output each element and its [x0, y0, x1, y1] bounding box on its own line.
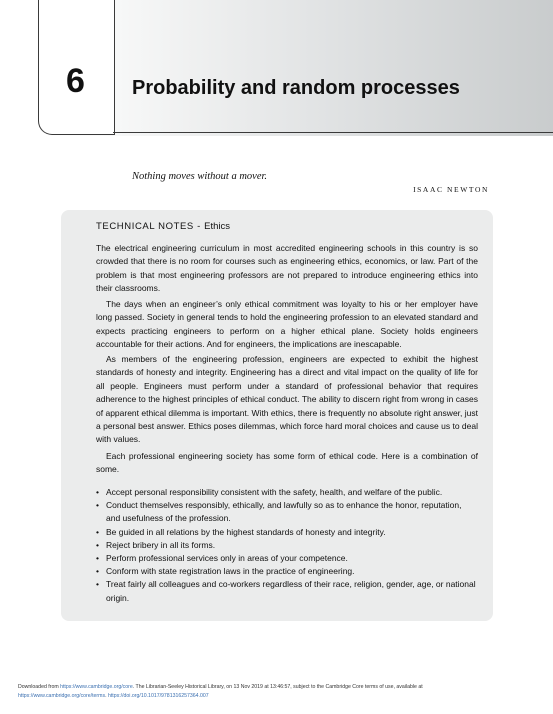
- list-item-text: Be guided in all relations by the highest standards of honesty and integrity.: [106, 526, 386, 537]
- list-item: [96, 526, 478, 539]
- notes-paragraph-4: Each professional engineering society has some form of ethical code. Here is a combination of some.: [96, 451, 478, 475]
- chapter-number: 6: [66, 62, 85, 100]
- list-item: [96, 539, 478, 552]
- notes-paragraph-2: The days when an engineer’s only ethical commitment was loyalty to his or her employer have long passed. Society in general tends to hold the engineering profession to an elevated standard and expects practicing engineers to perform on a higher ethical plane. Society holds engineers accountable for their actions. And for engineers, the implications are inescapable.: [96, 299, 478, 350]
- bullet-icon: •: [96, 566, 99, 577]
- list-item-text: Perform professional services only in areas of your competence.: [106, 553, 348, 564]
- footer-terms-link[interactable]: https://www.cambridge.org/core/terms: [18, 693, 106, 699]
- list-item: [96, 499, 478, 525]
- notes-paragraph-3: As members of the engineering profession, engineers are expected to exhibit the highest standards of honesty and integrity. Engineering has a direct and vital impact on the quality of life for all people. Engineers must perform under a standard of professional behavior that requires adherence to the highest principles of ethical conduct. The ability to discern right from wrong in cases of apparent ethical dilemma is important. With ethics, there is frequently no absolute right answer, just a personal best answer. Ethics poses dilemmas, which force hard moral choices and cause us to deal with values.: [96, 354, 478, 445]
- ethics-code-list: [96, 486, 478, 605]
- bullet-icon: •: [96, 553, 99, 564]
- notes-paragraph-1: The electrical engineering curriculum in most accredited engineering schools in this country is so crowded that there is no room for courses such as engineering ethics, economics, or law. Part of the problem is that most engineering professors are not prepared to introduce engineering ethics into their classrooms.: [96, 243, 478, 294]
- epigraph-quote: Nothing moves without a mover.: [132, 171, 268, 182]
- footer-doi-link[interactable]: https://doi.org/10.1017/9781316257364.007: [107, 693, 209, 699]
- technical-notes-label: TECHNICAL NOTES -: [96, 221, 205, 232]
- chapter-title: Probability and random processes: [132, 77, 460, 99]
- list-item: [96, 565, 478, 578]
- list-item-text: Accept personal responsibility consistent with the safety, health, and welfare of the public.: [106, 487, 443, 497]
- list-item: [96, 578, 478, 604]
- bullet-icon: •: [96, 539, 99, 550]
- footer-core-link[interactable]: https://www.cambridge.org/core: [60, 684, 133, 690]
- list-item-text: Conform with state registration laws in the practice of engineering.: [106, 566, 355, 577]
- footer-line-1: [18, 683, 538, 692]
- header-rule: [113, 132, 553, 133]
- technical-notes-heading: [96, 221, 230, 232]
- download-footer: [18, 683, 538, 701]
- list-item: [96, 552, 478, 565]
- footer-prefix: Downloaded from: [18, 684, 61, 690]
- list-item-text: Conduct themselves responsibly, ethically, and lawfully so as to enhance the honor, reputation, and usefulness of the profession.: [106, 500, 462, 524]
- epigraph-author: ISAAC NEWTON: [413, 185, 489, 194]
- list-item-text: Reject bribery in all its forms.: [106, 539, 216, 550]
- bullet-icon: •: [96, 579, 99, 590]
- list-item: [96, 486, 478, 499]
- technical-notes-topic: Ethics: [204, 221, 230, 232]
- header-left-margin: [0, 0, 40, 136]
- bullet-icon: •: [96, 526, 99, 537]
- list-item-text: Treat fairly all colleagues and co-workers regardless of their race, religion, gender, age, or national origin.: [106, 579, 476, 603]
- footer-line-1-text: . The Librarian-Seeley Historical Library, on 13 Nov 2019 at 13:46:57, subject to the Cambridge Core terms of use, available at: [132, 684, 423, 690]
- footer-separator: .: [105, 693, 108, 699]
- footer-line-2: [18, 692, 538, 701]
- bullet-icon: •: [96, 487, 99, 497]
- bullet-icon: •: [96, 500, 99, 511]
